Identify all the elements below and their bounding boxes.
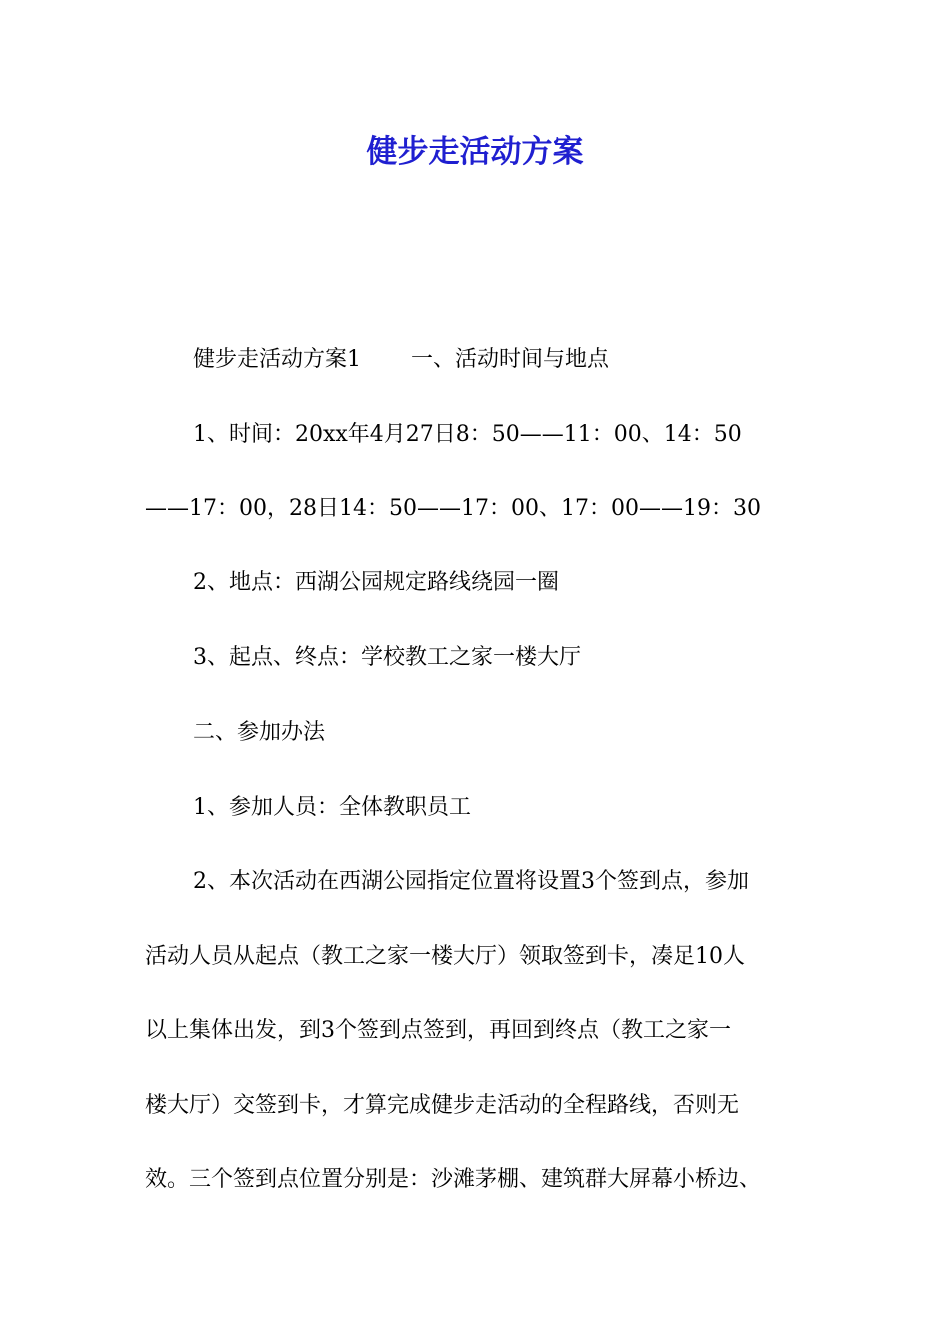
body-line-location: 2、地点：西湖公园规定路线绕园一圈: [193, 570, 559, 595]
body-line-time-cont: ——17：00，28日14：50——17：00、17：00——19：30: [145, 496, 761, 521]
body-line-paragraph-5: 效。三个签到点位置分别是：沙滩茅棚、建筑群大屏幕小桥边、: [145, 1167, 762, 1192]
body-line-paragraph-3: 以上集体出发，到3个签到点签到，再回到终点（教工之家一: [145, 1018, 731, 1043]
body-line-paragraph-2: 活动人员从起点（教工之家一楼大厅）领取签到卡，凑足10人: [145, 944, 745, 969]
document-title: 健步走活动方案: [366, 134, 584, 170]
section-heading-1: 一、活动时间与地点: [411, 347, 610, 372]
body-line-paragraph-1: 2、本次活动在西湖公园指定位置将设置3个签到点，参加: [193, 869, 749, 894]
section-heading-2: 二、参加办法: [193, 720, 326, 745]
body-line-paragraph-4: 楼大厅）交签到卡，才算完成健步走活动的全程路线，否则无: [145, 1093, 740, 1118]
body-line-time: 1、时间：20xx年4月27日8：50——11：00、14：50: [193, 422, 742, 447]
body-line-start-end: 3、起点、终点：学校教工之家一楼大厅: [193, 645, 581, 670]
body-line-participants: 1、参加人员：全体教职员工: [193, 795, 471, 820]
subtitle-text: 健步走活动方案1: [193, 347, 361, 372]
body-line-heading: [193, 340, 609, 380]
